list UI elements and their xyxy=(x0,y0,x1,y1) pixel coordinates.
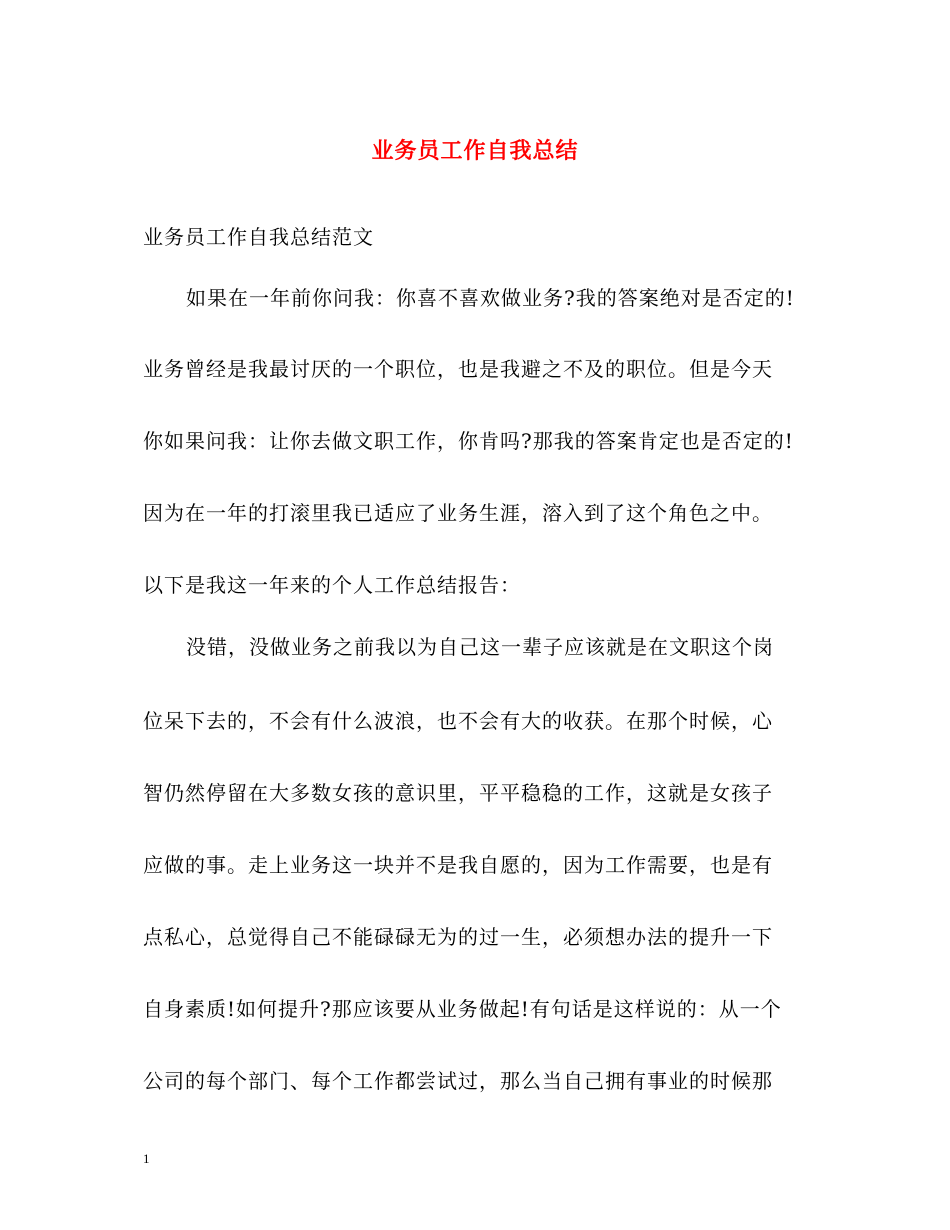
paragraph-line: 没错，没做业务之前我以为自己这一辈子应该就是在文职这个岗 xyxy=(186,635,774,659)
paragraph-line: 因为在一年的打滚里我已适应了业务生涯，溶入到了这个角色之中。 xyxy=(143,501,773,525)
document-subtitle: 业务员工作自我总结范文 xyxy=(143,225,374,249)
paragraph-line: 业务曾经是我最讨厌的一个职位，也是我避之不及的职位。但是今天 xyxy=(143,357,773,381)
paragraph-line: 如果在一年前你问我：你喜不喜欢做业务?我的答案绝对是否定的! xyxy=(186,286,795,310)
paragraph-line: 你如果问我：让你去做文职工作，你肯吗?那我的答案肯定也是否定的! xyxy=(143,429,794,453)
paragraph-line: 应做的事。走上业务这一块并不是我自愿的，因为工作需要，也是有 xyxy=(143,853,773,877)
document-title: 业务员工作自我总结 xyxy=(371,138,579,164)
page-number: 1 xyxy=(143,1151,150,1166)
paragraph-line: 点私心，总觉得自己不能碌碌无为的过一生，必须想办法的提升一下 xyxy=(143,925,773,949)
paragraph-line: 自身素质!如何提升?那应该要从业务做起!有句话是这样说的：从一个 xyxy=(143,997,782,1021)
paragraph-line: 智仍然停留在大多数女孩的意识里，平平稳稳的工作，这就是女孩子 xyxy=(143,781,773,805)
paragraph-line: 以下是我这一年来的个人工作总结报告： xyxy=(143,573,521,597)
paragraph-line: 位呆下去的，不会有什么波浪，也不会有大的收获。在那个时候，心 xyxy=(143,709,773,733)
paragraph-line: 公司的每个部门、每个工作都尝试过，那么当自己拥有事业的时候那 xyxy=(143,1069,773,1093)
